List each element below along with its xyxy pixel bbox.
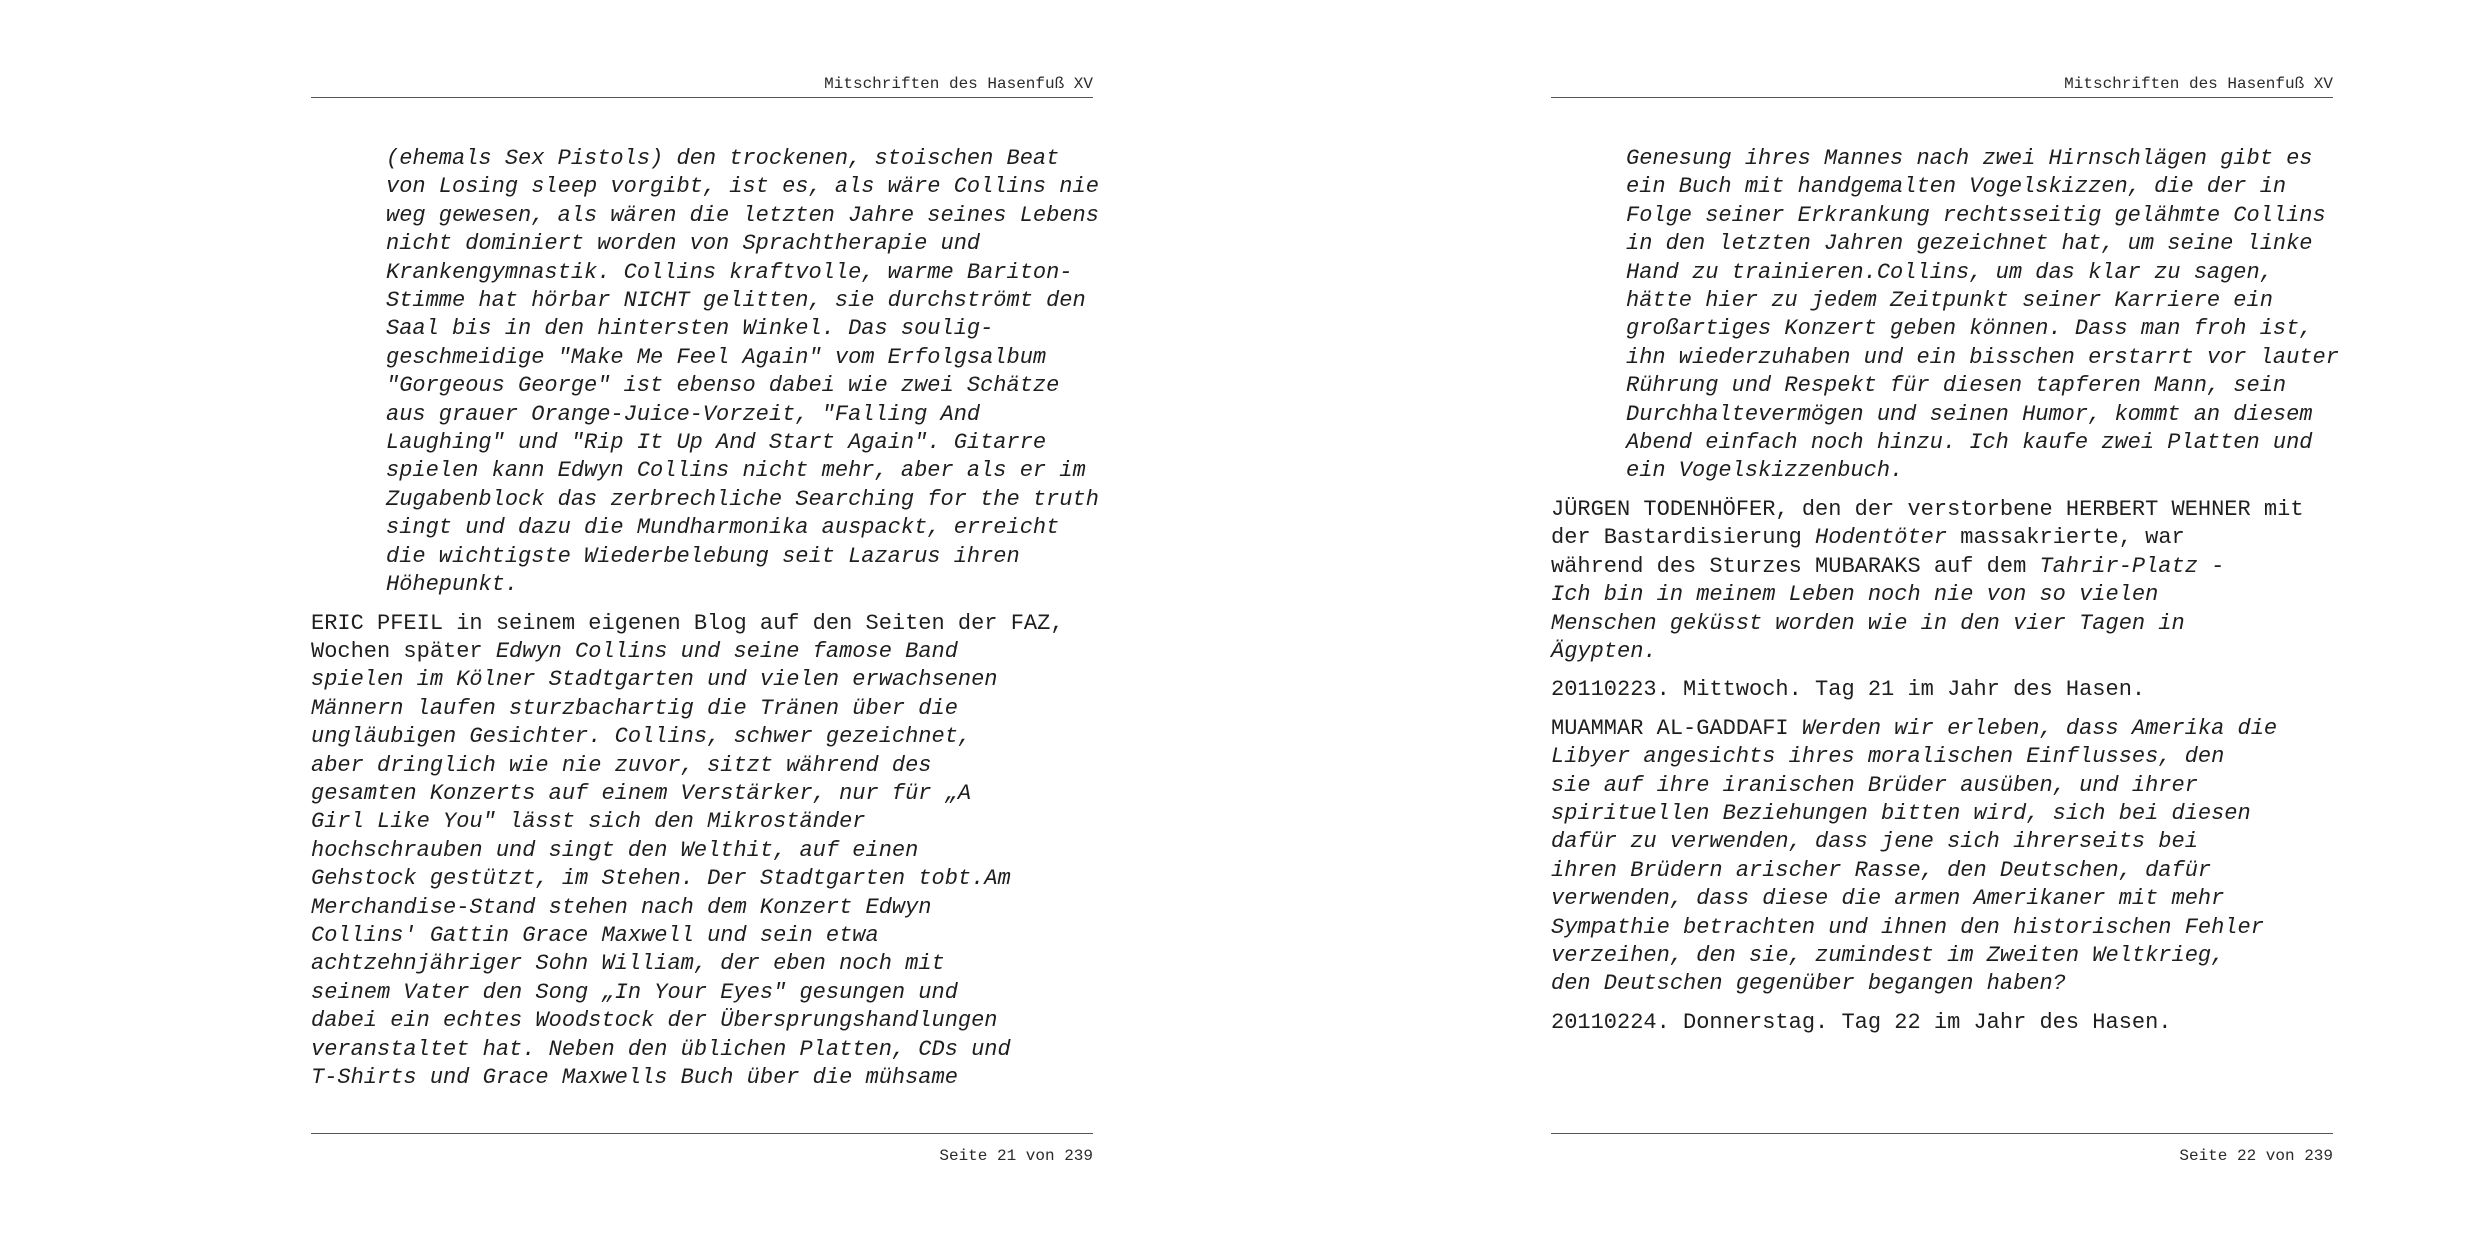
text-run: während des Sturzes MUBARAKS auf dem <box>1551 553 2040 579</box>
text-line <box>311 638 1093 666</box>
text-line <box>386 344 1093 372</box>
italic-text: Edwyn Collins und seine famose Band <box>495 638 958 664</box>
italic-text: den Deutschen gegenüber begangen haben? <box>1551 971 2066 997</box>
italic-text: Girl Like You" lässt sich den Mikroständer <box>311 809 866 835</box>
text-line <box>386 202 1099 230</box>
text-line <box>1551 524 2333 552</box>
text-line <box>1551 581 2333 609</box>
text-line <box>311 865 1093 893</box>
italic-text: Merchandise-Stand stehen nach dem Konzert Edwyn <box>311 894 932 920</box>
italic-text: Tahrir-Platz - <box>2039 553 2225 579</box>
text-line <box>1551 885 2333 913</box>
text-line <box>1626 429 2333 457</box>
text-line <box>1551 800 2333 828</box>
date-entry <box>1551 1009 2333 1037</box>
italic-text: Collins' Gattin Grace Maxwell und sein etwa <box>311 922 879 948</box>
text-line <box>1626 401 2333 429</box>
text-line <box>386 514 1093 542</box>
text-line <box>1551 828 2333 856</box>
text-line <box>1551 772 2333 800</box>
italic-text: ein Vogelskizzenbuch. <box>1626 458 1904 484</box>
italic-text: seinem Vater den Song „In Your Eyes" gesungen und <box>311 979 958 1005</box>
page-number: Seite 22 von 239 <box>2179 1147 2333 1165</box>
text-line <box>311 610 1093 638</box>
italic-text: Rührung und Respekt für diesen tapferen Mann, sein <box>1626 373 2287 399</box>
running-header: Mitschriften des Hasenfuß XV <box>824 75 1093 93</box>
italic-text: Männern laufen sturzbachartig die Tränen über die <box>311 695 958 721</box>
text-line <box>1626 230 2333 258</box>
italic-text: hätte hier zu jedem Zeitpunkt seiner Karriere ein <box>1626 288 2273 314</box>
text-run: 20110224. Donnerstag. Tag 22 im Jahr des Hasen. <box>1551 1009 2172 1035</box>
text-run: MUAMMAR AL-GADDAFI <box>1551 715 1802 741</box>
italic-text: Zugabenblock das zerbrechliche Searching for the truth <box>386 486 1099 512</box>
italic-text: achtzehnjähriger Sohn William, der eben noch mit <box>311 951 945 977</box>
italic-text: ungläubigen Gesichter. Collins, schwer gezeichnet, <box>311 724 972 750</box>
italic-text: dafür zu verwenden, dass jene sich ihrerseits bei <box>1551 829 2198 855</box>
text-line <box>1551 610 2333 638</box>
italic-text: gesamten Konzerts auf einem Verstärker, nur für „A <box>311 780 972 806</box>
italic-text: Gehstock gestützt, im Stehen. Der Stadtgarten tobt.Am <box>311 866 1011 892</box>
text-line <box>1626 457 2333 485</box>
text-line <box>1551 496 2333 524</box>
text-line <box>311 922 1093 950</box>
text-run: 20110223. Mittwoch. Tag 21 im Jahr des Hasen. <box>1551 677 2146 703</box>
text-line <box>311 894 1093 922</box>
header-rule <box>1551 97 2333 98</box>
text-line <box>311 950 1093 978</box>
italic-text: "Gorgeous George" ist ebenso dabei wie zwei Schätze <box>386 373 1060 399</box>
italic-text: die wichtigste Wiederbelebung seit Lazarus ihren <box>386 543 1020 569</box>
italic-text: Werden wir erleben, dass Amerika die <box>1801 715 2278 741</box>
text-line <box>1626 173 2333 201</box>
text-line <box>311 1036 1093 1064</box>
text-line <box>386 486 1099 514</box>
text-line <box>386 401 1093 429</box>
text-line <box>1626 259 2333 287</box>
text-line <box>311 723 1093 751</box>
text-line <box>311 837 1093 865</box>
italic-text: ihn wiederzuhaben und ein bisschen erstarrt vor lauter <box>1626 344 2339 370</box>
italic-text: Hand zu trainieren.Collins, um das klar zu sagen, <box>1626 259 2273 285</box>
text-run: der Bastardisierung <box>1551 525 1816 551</box>
text-line <box>386 145 1093 173</box>
italic-text: verwenden, dass diese die armen Amerikaner mit mehr <box>1551 886 2225 912</box>
italic-text: Hodentöter <box>1815 525 1948 551</box>
italic-text: dabei ein echtes Woodstock der Übersprungshandlungen <box>311 1008 998 1034</box>
italic-text: Libyer angesichts ihres moralischen Einflusses, den <box>1551 744 2225 770</box>
text-line <box>1551 1009 2333 1037</box>
text-line <box>1551 715 2333 743</box>
running-header: Mitschriften des Hasenfuß XV <box>2064 75 2333 93</box>
text-run: ERIC PFEIL in seinem eigenen Blog auf den Seiten der FAZ, <box>311 610 1064 636</box>
text-run: Wochen später <box>311 638 496 664</box>
text-line <box>311 780 1093 808</box>
italic-text: weg gewesen, als wären die letzten Jahre seines Lebens <box>386 202 1099 228</box>
italic-text: in den letzten Jahren gezeichnet hat, um seine linke <box>1626 231 2313 257</box>
text-line <box>311 1007 1093 1035</box>
text-line <box>1551 942 2333 970</box>
page-body <box>1551 145 2339 1047</box>
page-number: Seite 21 von 239 <box>939 1147 1093 1165</box>
text-line <box>386 457 1093 485</box>
italic-text: hochschrauben und singt den Welthit, auf einen <box>311 837 919 863</box>
text-line <box>1551 743 2333 771</box>
text-line <box>1626 372 2333 400</box>
italic-text: spirituellen Beziehungen bitten wird, sich bei diesen <box>1551 800 2251 826</box>
italic-text: Sympathie betrachten und ihnen den historischen Fehler <box>1551 914 2264 940</box>
italic-text: Höhepunkt. <box>386 572 519 598</box>
right-page <box>1551 0 2339 1240</box>
italic-text: ein Buch mit handgemalten Vogelskizzen, die der in <box>1626 174 2287 200</box>
text-line <box>1551 676 2333 704</box>
text-line <box>386 287 1093 315</box>
text-line <box>1626 344 2339 372</box>
italic-text: ihren Brüdern arischer Rasse, den Deutschen, dafür <box>1551 857 2212 883</box>
italic-text: spielen kann Edwyn Collins nicht mehr, aber als er im <box>386 458 1086 484</box>
italic-text: Stimme hat hörbar NICHT gelitten, sie durchströmt den <box>386 288 1086 314</box>
italic-text: Durchhaltevermögen und seinen Humor, kommt an diesem <box>1626 401 2313 427</box>
text-line <box>386 173 1099 201</box>
left-page <box>311 0 1099 1240</box>
italic-text: Abend einfach noch hinzu. Ich kaufe zwei Platten und <box>1626 430 2313 456</box>
text-line <box>386 230 1093 258</box>
italic-text: nicht dominiert worden von Sprachtherapie und <box>386 231 981 257</box>
italic-text: singt und dazu die Mundharmonika auspackt, erreicht <box>386 515 1060 541</box>
text-line <box>311 695 1093 723</box>
italic-text: spielen im Kölner Stadtgarten und vielen erwachsenen <box>311 667 998 693</box>
italic-text: Menschen geküsst worden wie in den vier Tagen in <box>1551 610 2185 636</box>
italic-text: Folge seiner Erkrankung rechtsseitig gelähmte Collins <box>1626 202 2326 228</box>
italic-text: sie auf ihre iranischen Brüder ausüben, und ihrer <box>1551 772 2198 798</box>
italic-text: geschmeidige "Make Me Feel Again" vom Erfolgsalbum <box>386 344 1047 370</box>
italic-text: (ehemals Sex Pistols) den trockenen, stoischen Beat <box>386 146 1060 171</box>
page-body <box>311 145 1099 1102</box>
italic-text: Ägypten. <box>1551 638 1657 664</box>
text-line <box>1626 202 2333 230</box>
text-line <box>386 571 1093 599</box>
footer-rule <box>1551 1133 2333 1134</box>
text-line <box>1551 553 2333 581</box>
date-entry <box>1551 676 2333 704</box>
text-line <box>386 543 1093 571</box>
italic-text: Ich bin in meinem Leben noch nie von so vielen <box>1551 582 2159 608</box>
paragraph <box>1551 496 2333 666</box>
footer-rule <box>311 1133 1093 1134</box>
text-run: massakrierte, war <box>1947 525 2185 551</box>
italic-text: von Losing sleep vorgibt, ist es, als wäre Collins nie <box>386 174 1099 200</box>
text-line <box>386 372 1093 400</box>
italic-text: Genesung ihres Mannes nach zwei Hirnschlägen gibt es <box>1626 146 2313 171</box>
text-line <box>311 979 1093 1007</box>
paragraph <box>1551 145 2339 486</box>
text-line <box>311 666 1093 694</box>
text-line <box>1551 638 2333 666</box>
italic-text: Krankengymnastik. Collins kraftvolle, warme Bariton- <box>386 259 1073 285</box>
italic-text: veranstaltet hat. Neben den üblichen Platten, CDs und <box>311 1036 1011 1062</box>
text-line <box>1626 315 2333 343</box>
italic-text: aus grauer Orange-Juice-Vorzeit, "Falling And <box>386 401 981 427</box>
italic-text: verzeihen, den sie, zumindest im Zweiten Weltkrieg, <box>1551 942 2225 968</box>
italic-text: T-Shirts und Grace Maxwells Buch über die mühsame <box>311 1065 958 1090</box>
text-line <box>311 752 1093 780</box>
italic-text: Saal bis in den hintersten Winkel. Das soulig- <box>386 316 994 342</box>
text-line <box>386 315 1093 343</box>
text-line <box>1551 857 2333 885</box>
italic-text: großartiges Konzert geben können. Dass man froh ist, <box>1626 316 2313 342</box>
italic-text: aber dringlich wie nie zuvor, sitzt während des <box>311 752 932 778</box>
text-line <box>386 429 1093 457</box>
italic-text: Laughing" und "Rip It Up And Start Again". Gitarre <box>386 430 1047 456</box>
text-line <box>311 1064 1093 1092</box>
text-line <box>311 808 1093 836</box>
paragraph <box>311 145 1099 600</box>
text-line <box>1626 145 2333 173</box>
header-rule <box>311 97 1093 98</box>
text-line <box>1551 914 2333 942</box>
text-run: JÜRGEN TODENHÖFER, den der verstorbene HERBERT WEHNER mit <box>1551 496 2304 522</box>
text-line <box>386 259 1093 287</box>
text-line <box>1551 970 2333 998</box>
text-line <box>1626 287 2333 315</box>
paragraph <box>311 610 1093 1093</box>
paragraph <box>1551 715 2333 999</box>
